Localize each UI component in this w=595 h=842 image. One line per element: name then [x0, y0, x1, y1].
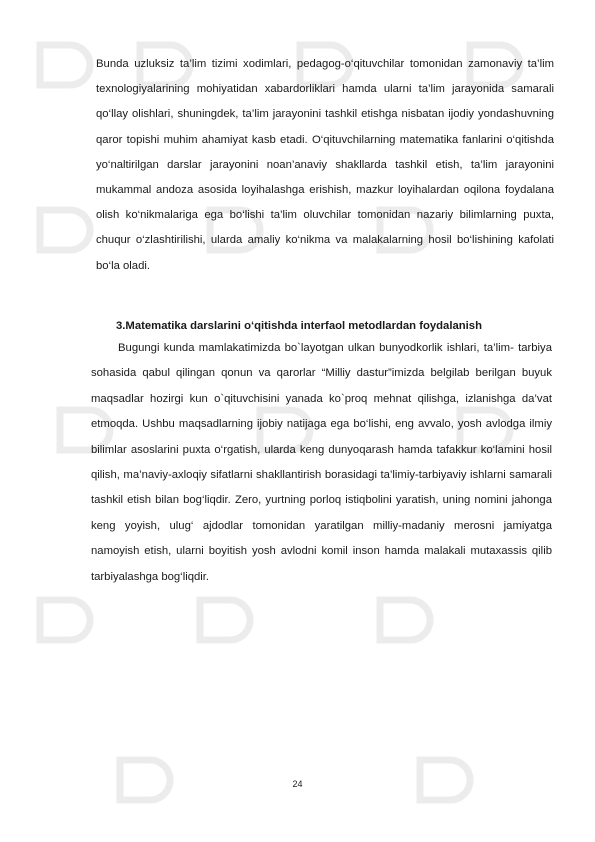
body-paragraph: Bugungi kunda mamlakatimizda bo`layotgan ulkan bunyodkorlik ishlari, ta’lim- tarbiya sohasida qabul qilingan qonun va qarorlar “Milliy dastur”imizda belgilab berilgan buyuk maqsadlar hozirgi kun o`qituvchisini yanada ko`proq mehnat qilishga, izlanishga da’vat etmoqda. Ushbu maqsadlarning ijobiy natijaga ega bo‘lishi, eng avvalo, yosh avlodga ilmiy bilimlar asoslarini puxta o‘rgatish, ularda keng dunyoqarash hamda tafakkur ko‘lamini hosil qilish, ma’naviy-axloqiy sifatlarni shakllantirish borasidagi ta’limiy-tarbiyaviy ishlarni samarali tashkil etish bilan bog‘liqdir. Zero, yurtning porloq istiqbolini yaratish, uning nomini jahonga keng yoyish, ulug‘ ajdodlar tomonidan yaratilgan milliy-madaniy merosni jamiyatga namoyish etish, ularni boyitish yosh avlodni komil inson hamda malakali mutaxassis qilib tarbiyalashga bog‘liqdir. [91, 342, 552, 583]
section-heading: 3.Matematika darslarini o‘qitishda interfaol metodlardan foydalanish [116, 320, 482, 332]
intro-paragraph: Bunda uzluksiz ta’lim tizimi xodimlari, pedagog-o‘qituvchilar tomonidan zamonaviy ta’lim texnologiyalarining mohiyatidan xabardorliklari hamda ularni ta’lim jarayonida samarali qo‘llay olishlari, shuningdek, ta’lim jarayonini tashkil etishga nisbatan ijodiy yondashuvning qaror topishi muhim ahamiyat kasb etadi. O‘qituvchilarning matematika fanlarini o‘qitishda yo‘naltirilgan darslar jarayonini noan’anaviy shakllarda tashkil etish, ta’lim jarayonini mukammal andoza asosida loyihalashga erishish, mazkur loyihalardan oqilona foydalana olish ko‘nikmalariga ega bo‘lishi ta’lim oluvchilar tomonidan nazariy bilimlarning puxta, chuqur o‘zlashtirilishi, ularda amaliy ko‘nikma va malakalarning hosil bo‘lishining kafolati bo‘la oladi. [96, 58, 554, 272]
page-number: 24 [292, 779, 303, 789]
